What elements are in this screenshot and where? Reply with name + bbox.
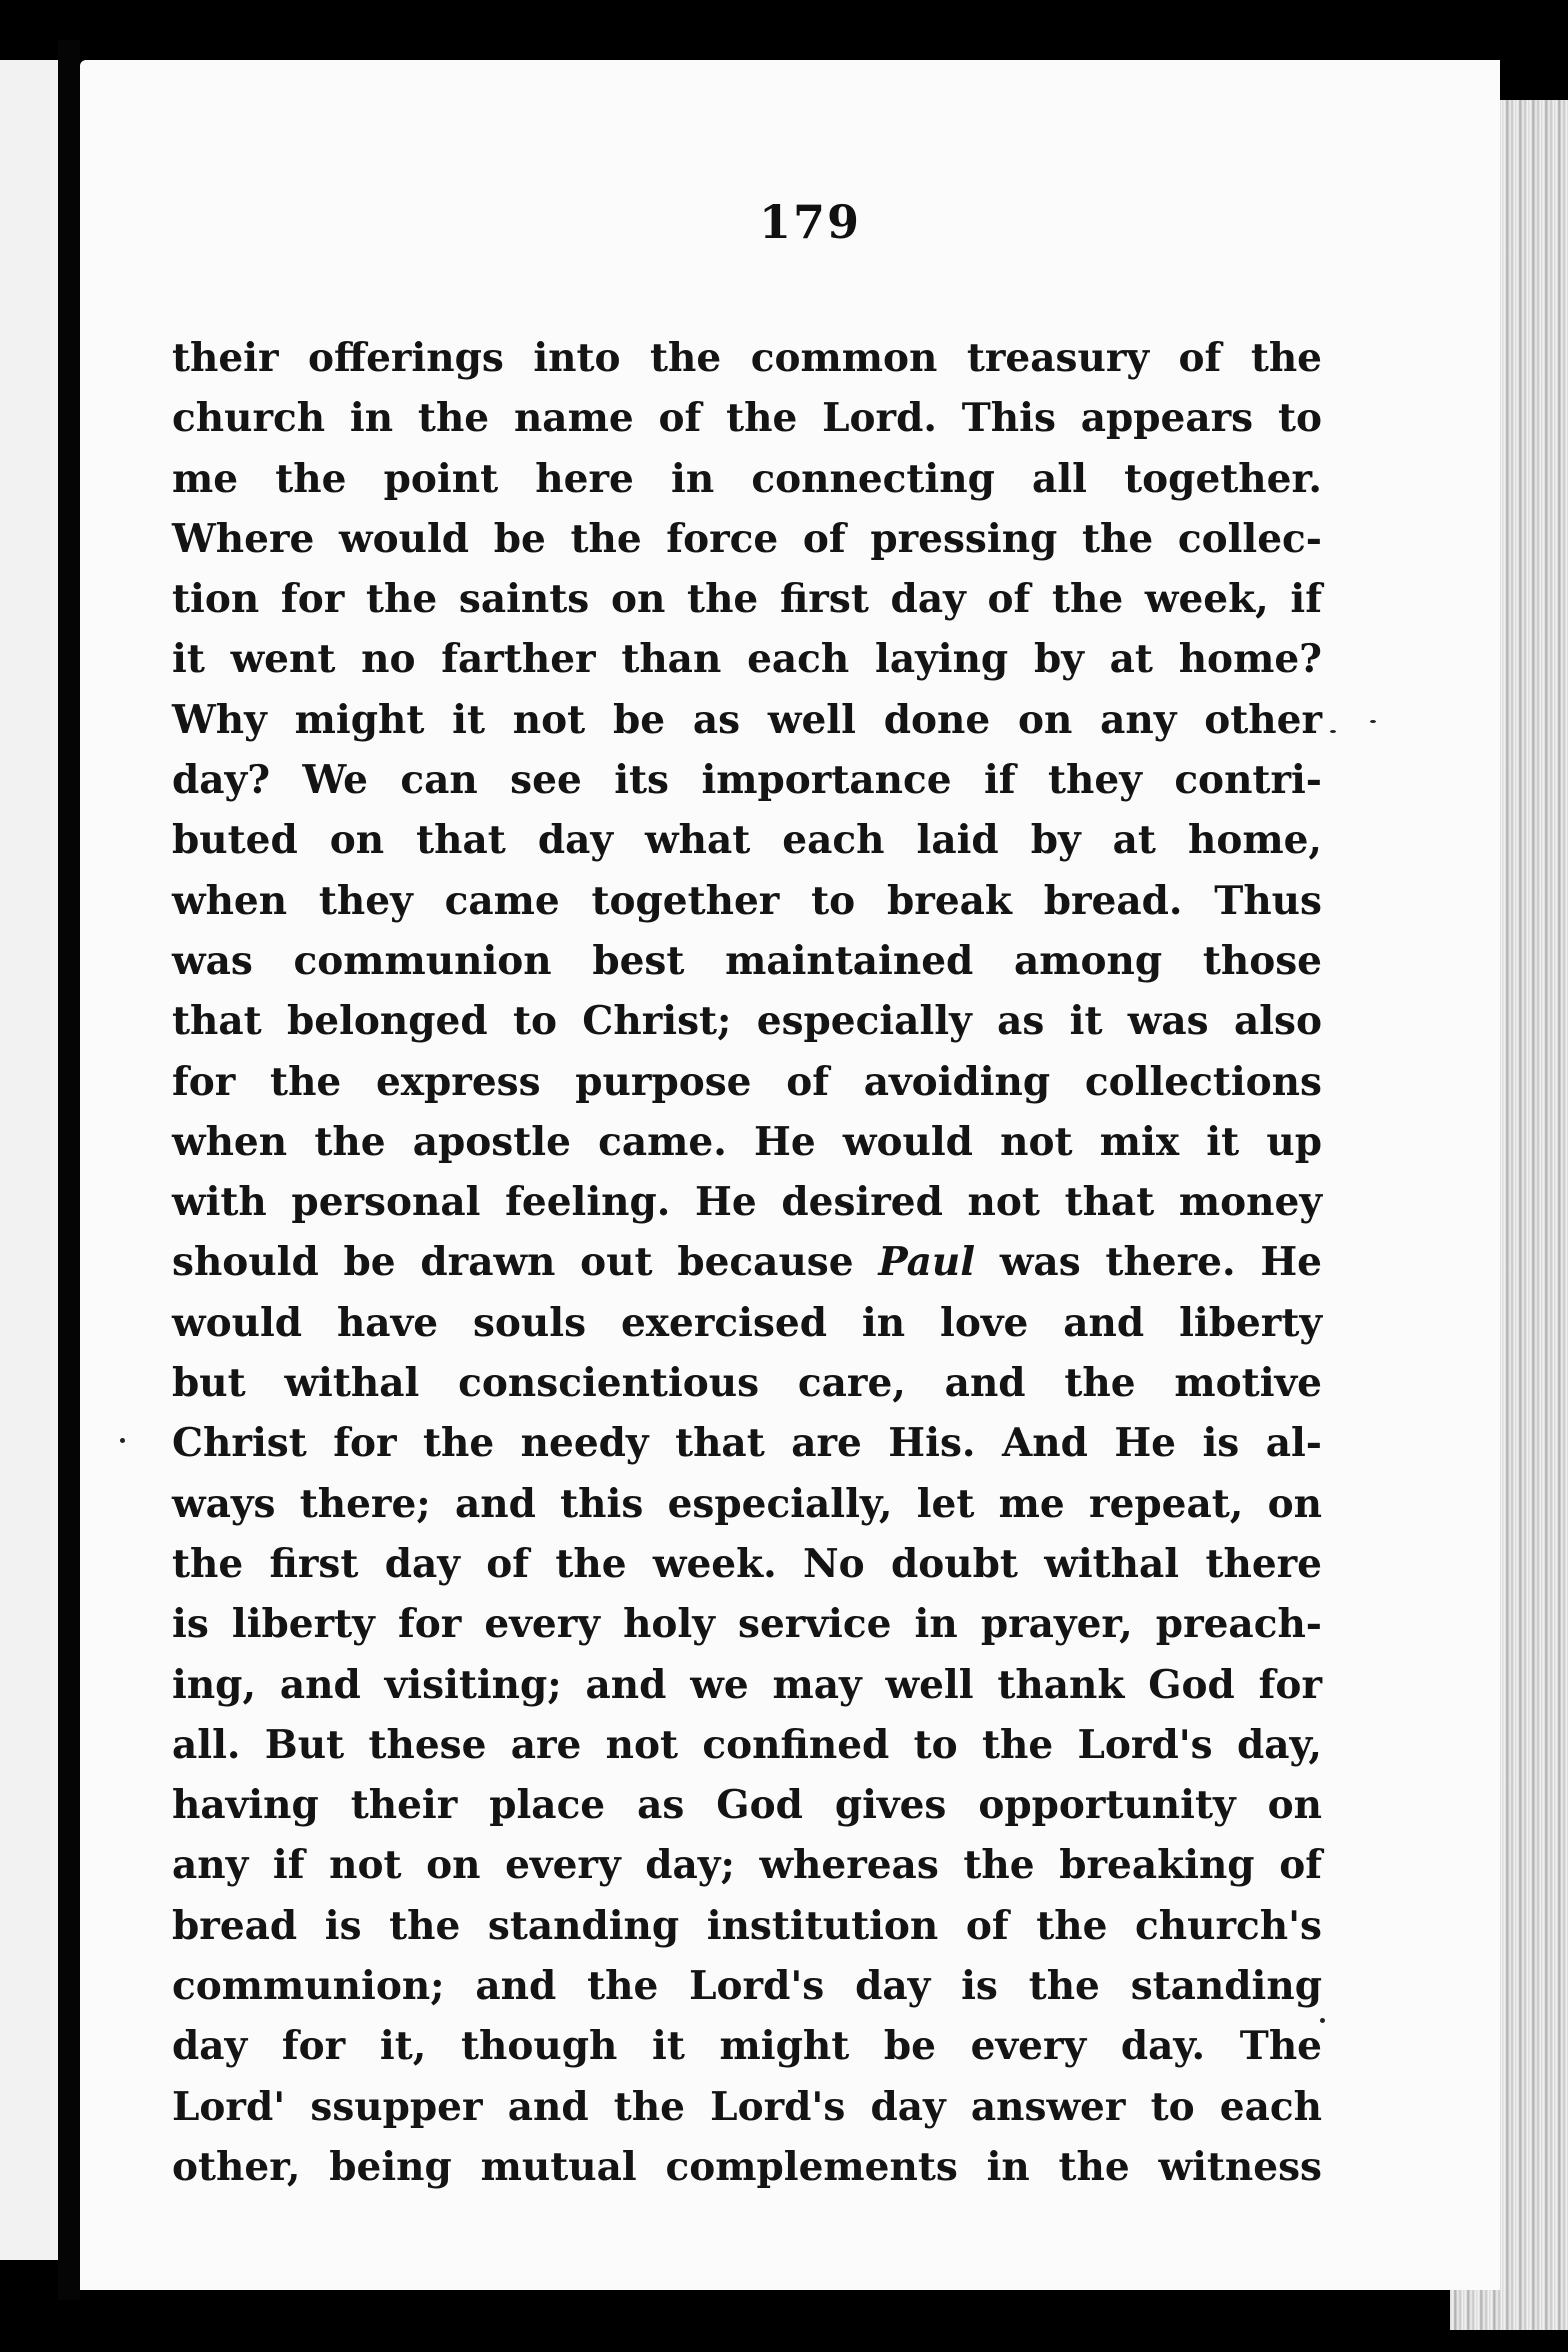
text-line: any if not on every day; whereas the breaking of [172, 1842, 1322, 1889]
text-line: me the point here in connecting all together. [172, 455, 1322, 502]
text-line: for the express purpose of avoiding collections [172, 1058, 1322, 1105]
book-page [80, 60, 1500, 2290]
scan-speck [1370, 720, 1376, 723]
text-line: but withal conscientious care, and the motive [172, 1360, 1322, 1407]
scan-speck [120, 1438, 125, 1443]
text-line: other, being mutual complements in the witness [172, 2143, 1322, 2190]
text-line: it went no farther than each laying by at home? [172, 636, 1322, 683]
text-line: with personal feeling. He desired not that money [172, 1179, 1322, 1226]
text-line: should be drawn out because Paul was there. He [172, 1239, 1322, 1286]
text-line: communion; and the Lord's day is the standing [172, 1963, 1322, 2010]
text-line: tion for the saints on the first day of the week, if [172, 576, 1322, 623]
body-text [172, 328, 1322, 2197]
text-line: Where would be the force of pressing the collec- [172, 515, 1322, 562]
scan-speck [1320, 2018, 1325, 2023]
text-line: Why might it not be as well done on any other [172, 696, 1322, 743]
text-line: Christ for the needy that are His. And He is al- [172, 1420, 1322, 1467]
page-number: 179 [758, 195, 862, 249]
text-line: day for it, though it might be every day. The [172, 2023, 1322, 2070]
text-line: church in the name of the Lord. This appears to [172, 395, 1322, 442]
text-line: was communion best maintained among those [172, 937, 1322, 984]
text-line: would have souls exercised in love and liberty [172, 1299, 1322, 1346]
text-line: when the apostle came. He would not mix it up [172, 1118, 1322, 1165]
text-line: having their place as God gives opportunity on [172, 1782, 1322, 1829]
text-line: ways there; and this especially, let me repeat, on [172, 1480, 1322, 1527]
text-line: the first day of the week. No doubt withal there [172, 1540, 1322, 1587]
text-line: bread is the standing institution of the church's [172, 1902, 1322, 1949]
text-line: when they came together to break bread. Thus [172, 877, 1322, 924]
text-line: is liberty for every holy service in prayer, preach- [172, 1601, 1322, 1648]
text-line: that belonged to Christ; especially as it was also [172, 998, 1322, 1045]
text-line: Lord' ssupper and the Lord's day answer to each [172, 2083, 1322, 2130]
text-line: ing, and visiting; and we may well thank God for [172, 1661, 1322, 1708]
text-line: day? We can see its importance if they contri- [172, 757, 1322, 804]
book-gutter [58, 40, 80, 2300]
facing-page-edge [0, 60, 58, 2260]
text-line: all. But these are not confined to the Lord's day, [172, 1721, 1322, 1768]
text-line: buted on that day what each laid by at home, [172, 817, 1322, 864]
scan-speck [1330, 730, 1336, 733]
text-line: their offerings into the common treasury of the [172, 335, 1322, 381]
